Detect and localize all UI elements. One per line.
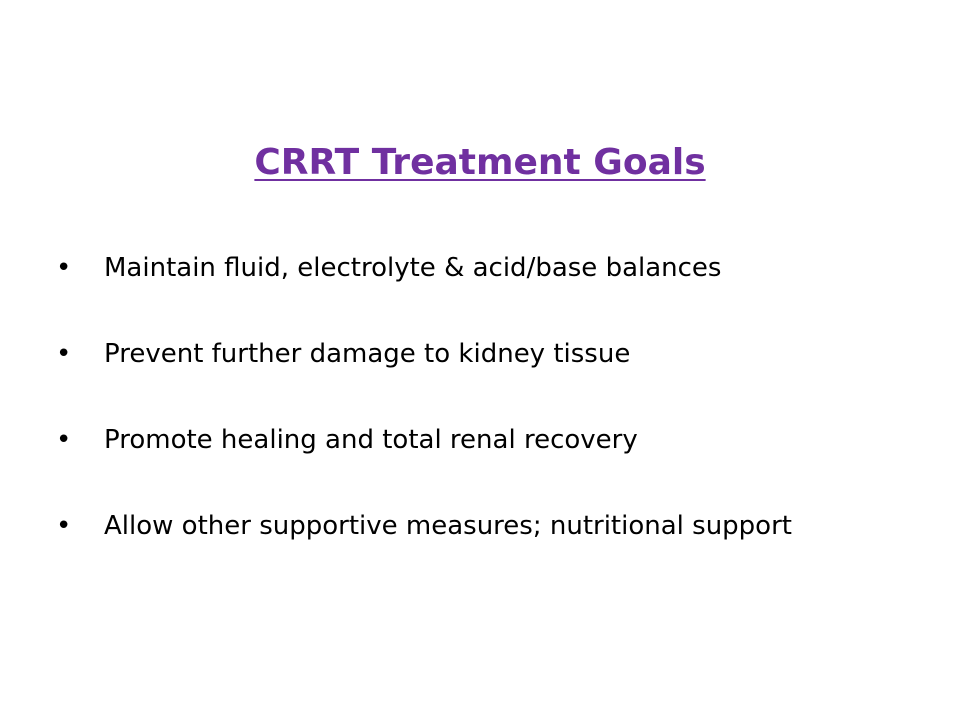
bullet-icon: • — [56, 511, 72, 541]
bullet-icon: • — [56, 253, 72, 283]
list-item — [56, 504, 936, 548]
bullet-icon: • — [56, 425, 72, 455]
bullet-text: Allow other supportive measures; nutritional support — [104, 511, 792, 541]
slide-title: CRRT Treatment Goals — [254, 142, 706, 183]
list-item — [56, 418, 936, 462]
bullet-icon: • — [56, 339, 72, 369]
list-item — [56, 246, 936, 290]
bullet-text: Maintain fluid, electrolyte & acid/base balances — [104, 253, 722, 283]
bullet-list — [56, 246, 936, 590]
bullet-text: Prevent further damage to kidney tissue — [104, 339, 631, 369]
bullet-text: Promote healing and total renal recovery — [104, 425, 638, 455]
list-item — [56, 332, 936, 376]
